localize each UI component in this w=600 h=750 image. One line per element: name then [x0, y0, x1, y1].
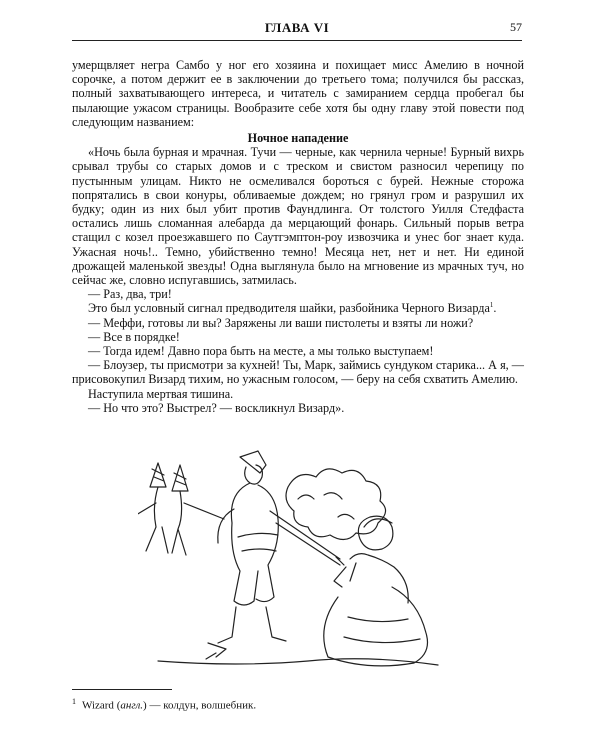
footnote-ref[interactable]: 1 [489, 301, 494, 310]
background-soldiers [138, 463, 224, 555]
dialogue-line: Это был условный сигнал предводителя шайки, разбойника Черного Визарда$^1$. [88, 301, 497, 316]
footnote-term: Wizard [82, 699, 114, 712]
dialogue-line: — Блоузер, ты присмотри за кухней! Ты, Марк, займись сундуком старика... А я, — присовокупил Визард тихим, но ужасным голосом, — беру на себя схватить Амелию. [72, 358, 524, 387]
illustration [138, 447, 458, 675]
running-head [72, 20, 522, 42]
dialogue-line: — Все в порядке! [88, 329, 180, 344]
paragraph: умерщвляет негра Самбо у ног его хозяина и похищает мисс Амелию в ночной сорочке, а потом держит ее в заключении до третьего тома; получился бы рассказ, полный захватывающего интереса, и читатель с замиранием сердца пробегал бы пылающие ужасом страницы. Вообразите себе хотя бы одну главу этой повести под следующим названием: [72, 58, 524, 129]
smoke-cloud [286, 469, 386, 540]
dialogue-text: Это был условный сигнал предводителя шайки, разбойника Черного Визарда [88, 301, 490, 316]
dialogue-line: Наступила мертвая тишина. [88, 386, 234, 401]
footnote-definition: — колдун, волшебник. [146, 699, 257, 712]
dialogue-line: — Но что это? Выстрел? — воскликнул Визард». [88, 400, 345, 415]
body-text [72, 58, 524, 415]
header-rule [72, 40, 522, 41]
section-heading: Ночное нападение [247, 131, 349, 146]
paragraph: «Ночь была бурная и мрачная. Тучи — черные, как чернила черные! Бурный вихрь срывал трубы со старых домов и с треском и свистом разносил черепицу по пустынным улицам. Никто не осмеливался бороться с бурей. Нежные сторожа попрятались в свои конуры, обливаемые дождем; но грянул гром и разрушил их будку; один из них был убит против Фаундлинга. От толстого Уилля Стедфаста остались лишь сломанная алебарда да мерцающий фонарь. Сильный порыв ветра стащил с козел проезжавшего по Саутгэмптон-роу извозчика и унес бог знает куда. Ужасная ночь!.. Темно, убийственно темно! Месяца нет, нет и нет. Ни единой дрожащей маленькой звезды! Одна выглянула было на мгновение из мрачных туч, но сейчас же, словно испугавшись, затмилась. [72, 145, 524, 288]
footnote: $^1$ Wizard (англ.) — колдун, волшебник. [72, 697, 257, 712]
dialogue-line: — Меффи, готовы ли вы? Заряжены ли ваши пистолеты и взяты ли ножи? [88, 315, 474, 330]
chapter-title: ГЛАВА VI [264, 20, 330, 35]
footnote-lang: англ. [120, 699, 144, 712]
page-number: 57 [510, 20, 522, 34]
robber-figure [206, 451, 344, 659]
ground-line [158, 659, 438, 665]
dialogue-line: — Тогда идем! Давно пора быть на месте, а мы только выступаем! [88, 344, 434, 359]
dialogue-line: — Раз, два, три! [88, 287, 172, 302]
footnote-rule [72, 689, 172, 690]
footnote-mark: 1 [72, 697, 76, 706]
